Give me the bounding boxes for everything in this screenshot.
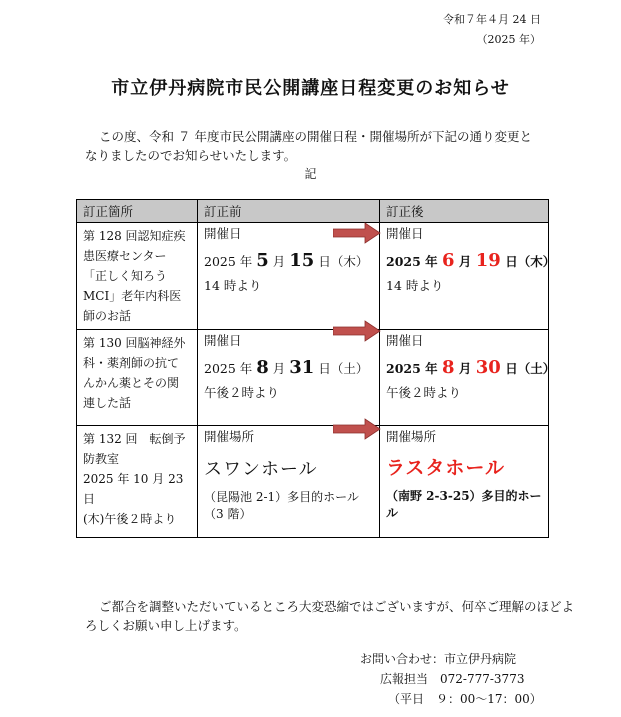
table-row <box>77 330 549 426</box>
before-time: 午後２時より <box>204 385 280 400</box>
after-venue: ラスタホール <box>386 457 506 479</box>
header-before: 訂正前 <box>198 200 380 223</box>
before-label: 開催場所 <box>204 429 255 444</box>
lecture-line: MCI」老年内科医 <box>83 289 182 303</box>
before-date: 2025 年 8 月 31 日（土） <box>204 357 369 378</box>
lecture-line: 「正しく知ろう <box>83 269 168 283</box>
lecture-line: 第 132 回 転倒予 <box>83 432 186 446</box>
right-arrow-icon <box>333 222 381 244</box>
lecture-line: 連した話 <box>83 396 132 410</box>
weekday: 日（土） <box>318 361 369 376</box>
schedule-table <box>76 199 556 538</box>
before-cell <box>198 426 380 538</box>
venue-detail-line: （3 階） <box>204 507 252 521</box>
intro-line-1: この度、令和 ７ 年度市民公開講座の開催日程・開催場所が下記の通り変更と <box>99 129 532 144</box>
venue-detail-line: （昆陽池 2-1）多目的ホール <box>204 490 359 504</box>
after-cell <box>380 223 556 330</box>
issue-date-jp: 令和７年４月 24 日 <box>443 13 541 26</box>
table-row <box>77 426 549 538</box>
header-after: 訂正後 <box>380 200 549 223</box>
weekday: 日（土） <box>505 361 556 376</box>
weekday: 日（木） <box>505 254 556 269</box>
header-correction-item: 訂正箇所 <box>77 200 198 223</box>
issue-date-west: （2025 年） <box>476 33 541 46</box>
before-label: 開催日 <box>204 226 242 241</box>
day: 31 <box>289 357 315 378</box>
lecture-line: (木)午後２時より <box>83 512 177 526</box>
contact-info <box>360 649 542 709</box>
lecture-line: んかん薬とその関 <box>83 376 180 390</box>
venue-detail-line: （南野 2-3-25）多目的ホー <box>386 489 542 503</box>
table-row <box>77 223 549 330</box>
before-label: 開催日 <box>204 333 242 348</box>
lecture-cell <box>77 330 198 426</box>
lecture-line: 師のお話 <box>83 309 132 323</box>
closing-paragraph: ご都合を調整いただいているところ大変恐縮ではございますが、何卒ご理解のほどよろしくお願い申し上げます。 <box>85 599 575 633</box>
after-label: 開催場所 <box>386 429 437 444</box>
after-cell <box>380 330 556 426</box>
lecture-cell <box>77 223 198 330</box>
after-label: 開催日 <box>386 226 424 241</box>
venue-detail-line: ル <box>386 506 399 520</box>
month: 5 <box>256 250 269 271</box>
before-venue-detail <box>204 489 373 523</box>
weekday: 日（木） <box>318 254 369 269</box>
contact-line-2: 広報担当 072-777-3773 <box>380 672 525 686</box>
year: 2025 年 <box>386 254 438 269</box>
before-date: 2025 年 5 月 15 日（木） <box>204 250 369 271</box>
before-venue: スワンホール <box>204 459 318 480</box>
year: 2025 年 <box>204 361 253 376</box>
before-cell <box>198 330 380 426</box>
table-header-row <box>77 200 549 223</box>
before-time: 14 時より <box>204 278 262 293</box>
month: 6 <box>442 250 455 271</box>
after-label: 開催日 <box>386 333 424 348</box>
page-title: 市立伊丹病院市民公開講座日程変更のお知らせ <box>111 78 510 99</box>
contact-line-3: （平日 ９：00～17：00） <box>388 692 542 706</box>
day: 30 <box>475 357 501 378</box>
after-time: 午後２時より <box>386 385 462 400</box>
after-date: 2025 年 6 月 19 日（木） <box>386 250 556 271</box>
lecture-line: 第 130 回脳神経外 <box>83 336 186 350</box>
after-cell <box>380 426 549 538</box>
right-arrow-icon <box>333 418 381 440</box>
contact-line-1: お問い合わせ：市立伊丹病院 <box>360 652 517 666</box>
after-venue-detail <box>386 488 542 522</box>
year: 2025 年 <box>386 361 438 376</box>
right-arrow-icon <box>333 320 381 342</box>
month: 8 <box>256 357 269 378</box>
issue-date <box>443 10 541 50</box>
lecture-line: 科・薬剤師の抗て <box>83 356 180 370</box>
ki-mark: 記 <box>304 167 317 181</box>
month: 8 <box>442 357 455 378</box>
intro-line-2: なりましたのでお知らせいたします。 <box>85 148 297 163</box>
day: 15 <box>289 250 315 271</box>
after-time: 14 時より <box>386 278 444 293</box>
intro-paragraph <box>85 127 581 165</box>
lecture-cell <box>77 426 198 538</box>
lecture-line: 患医療センター <box>83 249 167 263</box>
day: 19 <box>475 250 501 271</box>
year: 2025 年 <box>204 254 253 269</box>
after-date: 2025 年 8 月 30 日（土） <box>386 357 556 378</box>
lecture-line: 第 128 回認知症疾 <box>83 229 186 243</box>
lecture-line: 2025 年 10 月 23 日 <box>83 472 184 506</box>
lecture-line: 防教室 <box>83 452 120 466</box>
